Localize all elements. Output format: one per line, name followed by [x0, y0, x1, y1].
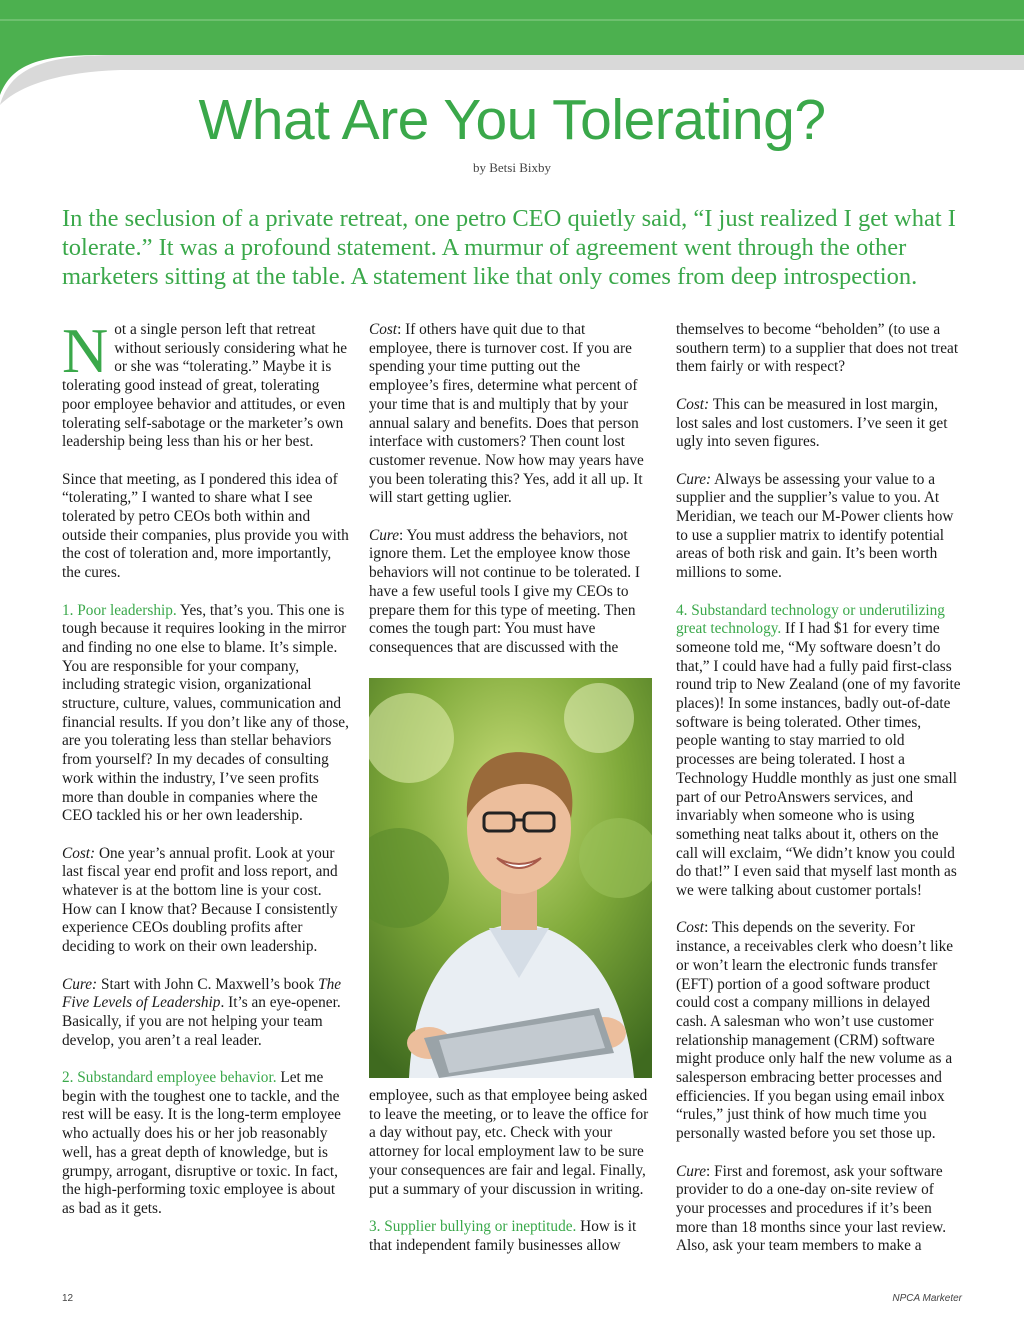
paragraph	[62, 1069, 350, 1219]
intro-paragraph: In the seclusion of a private retreat, one petro CEO quietly said, “I just realized I get what I tolerate.” It was a profound statement. A murmur of agreement went through the other marketers sitting at the table. A statement like that only comes from deep introspection.	[62, 205, 956, 290]
paragraph: Since that meeting, as I pondered this idea of “tolerating,” I wanted to share what I see tolerated by petro CEOs both within and outside their companies, plus provide you with the cost of toleration and, more importantly, the cures.	[62, 470, 349, 582]
paragraph: employee, such as that employee being asked to leave the meeting, or to leave the office for a day without pay, etc. Check with your attorney for local employment law to be sure your consequences are fair and legal. Finally, put a summary of your discussion in writing.	[369, 1087, 649, 1198]
paragraph	[676, 1163, 962, 1257]
paragraph	[62, 845, 350, 957]
cure-label: Cure:	[676, 470, 712, 488]
paragraph	[369, 321, 652, 508]
paragraph	[676, 471, 962, 583]
paragraph-text: ot a single person left that retreat without seriously considering what he or she was “tolerating.” Maybe it is tolerating good instead of great, tolerating poor employee behavior and attitudes, or even tolerating self-sabotage or the marketer’s own leadership being less than his or her best.	[62, 321, 348, 451]
paragraph	[676, 602, 962, 901]
photo-man-with-tablet	[369, 678, 652, 1078]
paragraph	[62, 602, 350, 826]
paragraph-text: If I had $1 for every time someone told me, “My software doesn’t do that,” I could have had a fully paid first-class round trip to New Zealand (one of my favorite places)! In some instances, badly out-of-date software is being tolerated. Other times, people wanting to stay married to old processes are being tolerated. I host a Technology Huddle monthly as just one small part of our PetroAnswers services, and invariably when someone who is using something neat talks about it, others on the call will exclaim, “We didn’t know you could do that!” I even said that myself last month as we were talking about customer portals!	[676, 620, 961, 900]
publication-name: NPCA Marketer	[892, 1293, 962, 1304]
cost-label: Cost	[369, 321, 398, 338]
cure-label: Cure	[676, 1162, 707, 1180]
paragraph-text: Let me begin with the toughest one to tackle, and the rest will be easy. It is the long-term employee who actually does his or her job reasonably well, has a great depth of knowledge, but is grumpy, arrogant, disruptive or toxic. In fact, the high-performing toxic employee is about as bad as it gets.	[62, 1069, 341, 1217]
paragraph-text: How is it that independent family businesses allow	[369, 1217, 637, 1254]
paragraph-text: . It’s an eye-opener. Basically, if you are not helping your team develop, you aren’t a real leader.	[62, 994, 341, 1049]
paragraph-text: : First and foremost, ask your software provider to do a one-day on-site review of your processes and procedures if it’s been more than 18 months since your last review. Also, ask your team members to make a	[676, 1162, 947, 1255]
column-3	[676, 321, 962, 1275]
column-1	[62, 315, 350, 1237]
paragraph-text: This can be measured in lost margin, lost sales and lost customers. I’ve seen it get ugly into seven figures.	[676, 395, 948, 451]
paragraph	[676, 396, 962, 452]
cost-label: Cost	[676, 919, 705, 937]
column-2-continued	[369, 1087, 652, 1274]
byline: by Betsi Bixby	[472, 160, 551, 175]
paragraph-text: Start with John C. Maxwell’s book	[97, 975, 319, 993]
article-title: What Are You Tolerating?	[198, 88, 826, 152]
cost-label: Cost:	[676, 395, 710, 413]
section-heading: 1. Poor leadership.	[62, 601, 177, 619]
paragraph	[369, 527, 652, 658]
column-2	[369, 321, 652, 676]
paragraph	[369, 1218, 652, 1255]
section-heading: 2. Substandard employee behavior.	[62, 1069, 277, 1087]
paragraph	[62, 976, 350, 1051]
page-number: 12	[62, 1293, 74, 1304]
paragraph-text: : If others have quit due to that employee, there is turnover cost. If you are spending your time putting out the employee’s fires, determine what percent of your time that is and multiply that by your annual salary and benefits. Does that person interface with customers? Then count lost customer revenue. Now how may years have you been tolerating this? Yes, add it all up. It will start getting uglier.	[369, 321, 644, 507]
paragraph: themselves to become “beholden” (to use a southern term) to a supplier that does not treat them fairly or with respect?	[676, 321, 959, 376]
paragraph-text: Yes, that’s you. This one is tough because it requires looking in the mirror and finding no one else to blame. It’s simple. You are responsible for your company, including strategic vision, organizational structure, culture, values, communication and financial results. If you don’t like any of those, are you tolerating less than stellar behaviors from yourself? In my decades of consulting work within the industry, I’ve seen profits more than double in companies where the CEO tackled his or her own leadership.	[62, 601, 349, 825]
paragraph	[676, 919, 962, 1143]
paragraph-text: One year’s annual profit. Look at your last fiscal year end profit and loss report, and whatever is at the bottom line is your cost. How can I know that? Because I consistently experience CEOs doubling profits after deciding to work on their own leadership.	[62, 844, 338, 956]
book-title: The Five Levels of Leadership	[62, 975, 342, 1012]
paragraph-text: : This depends on the severity. For instance, a receivables clerk who doesn’t like or won’t learn the electronic funds transfer (EFT) portion of a good software product could cost a company millions in delayed cash. A salesman who won’t use customer relationship management (CRM) software might produce only half the new volume as a salesperson embracing better processes and efficiencies. If you began using email inbox “rules,” just think of how much time you personally wasted before you set those up.	[676, 919, 954, 1143]
cure-label: Cure:	[62, 975, 98, 993]
paragraph	[62, 315, 350, 452]
section-heading: 3. Supplier bullying or ineptitude.	[369, 1217, 577, 1235]
drop-cap: N	[62, 315, 109, 386]
paragraph-text: Always be assessing your value to a supplier and the supplier’s value to you. At Meridian, we teach our M-Power clients how to use a supplier matrix to identify potential areas of both risk and gain. It’s been worth millions to some.	[676, 470, 954, 582]
cost-label: Cost:	[62, 844, 96, 862]
cure-label: Cure	[369, 526, 400, 544]
section-heading: 4. Substandard technology or underutilizing great technology.	[676, 601, 945, 638]
paragraph-text: : You must address the behaviors, not ignore them. Let the employee know those behaviors will not continue to be tolerated. I have a few useful tools I give my CEOs to prepare them for this type of meeting. Then comes the tough part: You must have consequences that are discussed with the	[369, 526, 641, 656]
